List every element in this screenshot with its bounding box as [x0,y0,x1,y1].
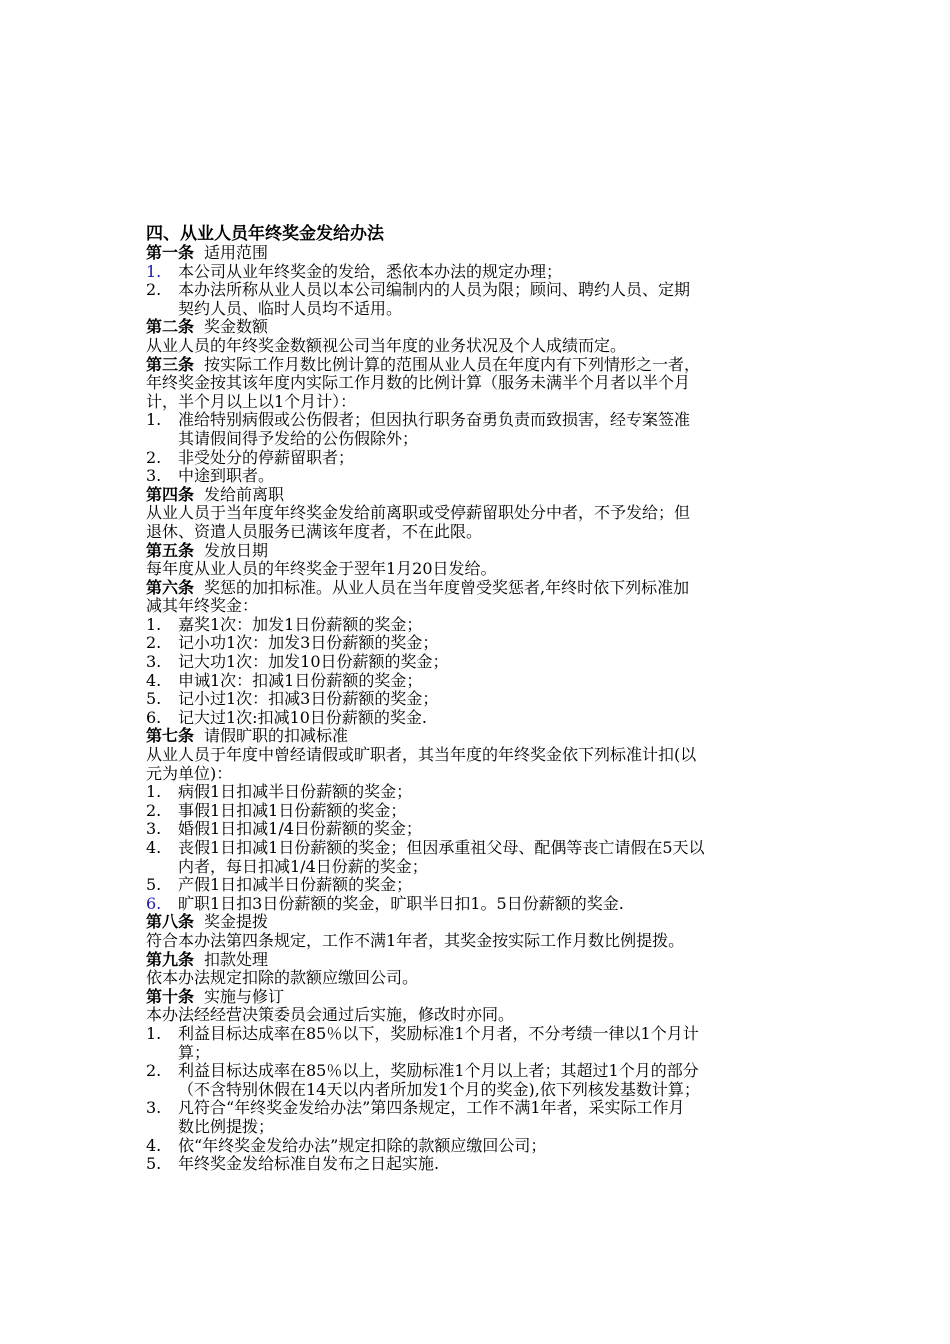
article-number: 第二条 [146,317,195,337]
article-heading [146,913,810,932]
paragraph-line: 每年度从业人员的年终奖金于翌年1月20日发给。 [146,559,497,579]
paragraph-line: 退休、资遣人员服务已满该年度者，不在此限。 [146,521,483,541]
paragraph-line: 元为单位)： [146,763,233,783]
article-text-line: 年终奖金按其该年度内实际工作月数的比例计算（服务未满半个月者以半个月 [146,373,691,393]
list-item [146,876,810,895]
list-item-number: 3. [146,466,162,486]
article-number: 第三条 [146,354,195,374]
article-title: 扣款处理 [204,949,269,969]
list-item-number: 5. [146,689,162,709]
paragraph-line: 符合本办法第四条规定，工作不满1年者，其奖金按实际工作月数比例提拨。 [146,930,685,950]
list-item [146,1099,810,1136]
article-text-line: 减其年终奖金： [146,596,259,616]
article-title: 奖惩的加扣标准。从业人员在当年度曾受奖惩者,年终时依下列标准加 [204,577,690,597]
article-heading [146,579,810,598]
article-heading [146,988,810,1007]
list-item-number: 2. [146,280,162,300]
list-item-text: 事假1日扣减1日份薪额的奖金； [178,800,407,820]
article-title: 实施与修订 [204,986,285,1006]
article-title: 奖金提拨 [204,912,269,932]
list-item-text: 婚假1日扣减1/4日份薪额的奖金； [178,819,422,839]
list-item [146,411,810,448]
list-item [146,263,810,282]
list-item [146,467,810,486]
list-item-number: 2. [146,633,162,653]
list-item [146,1137,810,1156]
list-item [146,1025,810,1062]
list-item-text: 记大过1次:扣减10日份薪额的奖金. [178,707,428,727]
list-item-number: 6. [146,707,162,727]
article-heading [146,542,810,561]
list-item-text: 本公司从业年终奖金的发给，悉依本办法的规定办理； [178,261,563,281]
paragraph-line: 本办法经经营决策委员会通过后实施，修改时亦同。 [146,1005,515,1025]
list-item [146,1155,810,1174]
list-item [146,839,810,876]
article-number: 第六条 [146,577,195,597]
article-text-line: 计，半个月以上以1个月计）： [146,391,357,411]
article-title: 请假旷职的扣减标准 [204,726,349,746]
list-item-text: 旷职1日扣3日份薪额的奖金，旷职半日扣1。5日份薪额的奖金. [178,893,624,913]
list-item [146,802,810,821]
document-title: 四、从业人员年终奖金发给办法 [146,224,384,244]
list-item [146,895,810,914]
article-number: 第八条 [146,912,195,932]
list-item [146,281,810,318]
paragraph-line: 从业人员于年度中曾经请假或旷职者，其当年度的年终奖金依下列标准计扣(以 [146,745,697,765]
list-item-text: 年终奖金发给标准自发布之日起实施. [178,1154,440,1174]
list-item-number: 1. [146,1023,162,1043]
list-item-text: 嘉奖1次：加发1日份薪额的奖金； [178,614,423,634]
list-item-text: 内者，每日扣减1/4日份薪的奖金； [178,856,428,876]
list-item [146,449,810,468]
article-number: 第九条 [146,949,195,969]
article-number: 第十条 [146,986,195,1006]
list-item-number: 4. [146,838,162,857]
list-item-number: 2. [146,1061,162,1081]
list-item-number: 5. [146,1154,162,1174]
article-title: 发给前离职 [204,484,285,504]
list-item-text: 记大功1次：加发10日份薪额的奖金； [178,652,449,672]
list-item [146,634,810,653]
list-item-number: 5. [146,875,162,895]
article-title: 发放日期 [204,540,269,560]
paragraph-line: 从业人员的年终奖金数额视公司当年度的业务状况及个人成绩而定。 [146,335,627,355]
article-number: 第四条 [146,484,195,504]
article-title: 按实际工作月数比例计算的范围从业人员在年度内有下列情形之一者， [204,354,701,374]
list-item [146,783,810,802]
list-item-text: 记小功1次：加发3日份薪额的奖金； [178,633,439,653]
list-item-text: 凡符合“年终奖金发给办法”第四条规定，工作不满1年者，采实际工作月 [178,1098,685,1118]
list-item-number: 3. [146,652,162,672]
list-item [146,653,810,672]
list-item-text: 产假1日扣减半日份薪额的奖金； [178,875,413,895]
list-item-text: 利益目标达成率在85％以上，奖励标准1个月以上者；其超过1个月的部分 [178,1061,699,1081]
list-item-number: 4. [146,1135,162,1155]
list-item [146,690,810,709]
list-item-number: 3. [146,1098,162,1118]
article-number: 第五条 [146,540,195,560]
list-item-text: 准给特别病假或公伤假者；但因执行职务奋勇负责而致损害，经专案签准 [178,410,691,430]
list-item-text: 丧假1日扣减1日份薪额的奖金；但因承重祖父母、配偶等丧亡请假在5天以 [178,838,705,857]
list-item-text: （不含特别休假在14天以内者所加发1个月的奖金),依下列核发基数计算； [178,1079,700,1099]
list-item-text: 非受处分的停薪留职者； [178,447,355,467]
article-number: 第一条 [146,243,195,262]
list-item-number: 2. [146,447,162,467]
list-item-number: 3. [146,819,162,839]
list-item [146,672,810,691]
article-heading [146,356,810,375]
article-heading [146,951,810,970]
list-item-text: 本办法所称从业人员以本公司编制内的人员为限；顾问、聘约人员、定期 [178,280,691,300]
list-item-text: 算； [178,1042,211,1062]
list-item-number: 6. [146,893,162,913]
list-item-number: 1. [146,410,162,430]
paragraph-line: 依本办法规定扣除的款额应缴回公司。 [146,968,419,988]
list-item-text: 数比例提拨； [178,1116,275,1136]
list-item-text: 病假1日扣减半日份薪额的奖金； [178,782,413,802]
list-item-number: 1. [146,614,162,634]
list-item [146,616,810,635]
article-title: 适用范围 [204,243,269,262]
document-page [146,224,810,1174]
article-heading [146,486,810,505]
list-item-text: 依“年终奖金发给办法”规定扣除的款额应缴回公司； [178,1135,547,1155]
list-item-text: 契约人员、临时人员均不适用。 [178,298,403,318]
article-heading [146,727,810,746]
article-heading [146,244,810,263]
list-item-number: 1. [146,261,162,281]
list-item [146,820,810,839]
list-item-number: 2. [146,800,162,820]
list-item-text: 申诫1次：扣减1日份薪额的奖金； [178,670,423,690]
list-item-number: 1. [146,782,162,802]
article-number: 第七条 [146,726,195,746]
list-item [146,709,810,728]
list-item [146,1062,810,1099]
list-item-text: 其请假间得予发给的公伤假除外； [178,428,419,448]
list-item-text: 中途到职者。 [178,466,275,486]
list-item-text: 利益目标达成率在85％以下，奖励标准1个月者，不分考绩一律以1个月计 [178,1023,699,1043]
article-title: 奖金数额 [204,317,269,337]
article-heading [146,318,810,337]
document-body [146,244,810,1174]
paragraph-line: 从业人员于当年度年终奖金发给前离职或受停薪留职处分中者，不予发给；但 [146,503,691,523]
list-item-number: 4. [146,670,162,690]
list-item-text: 记小过1次：扣减3日份薪额的奖金； [178,689,439,709]
